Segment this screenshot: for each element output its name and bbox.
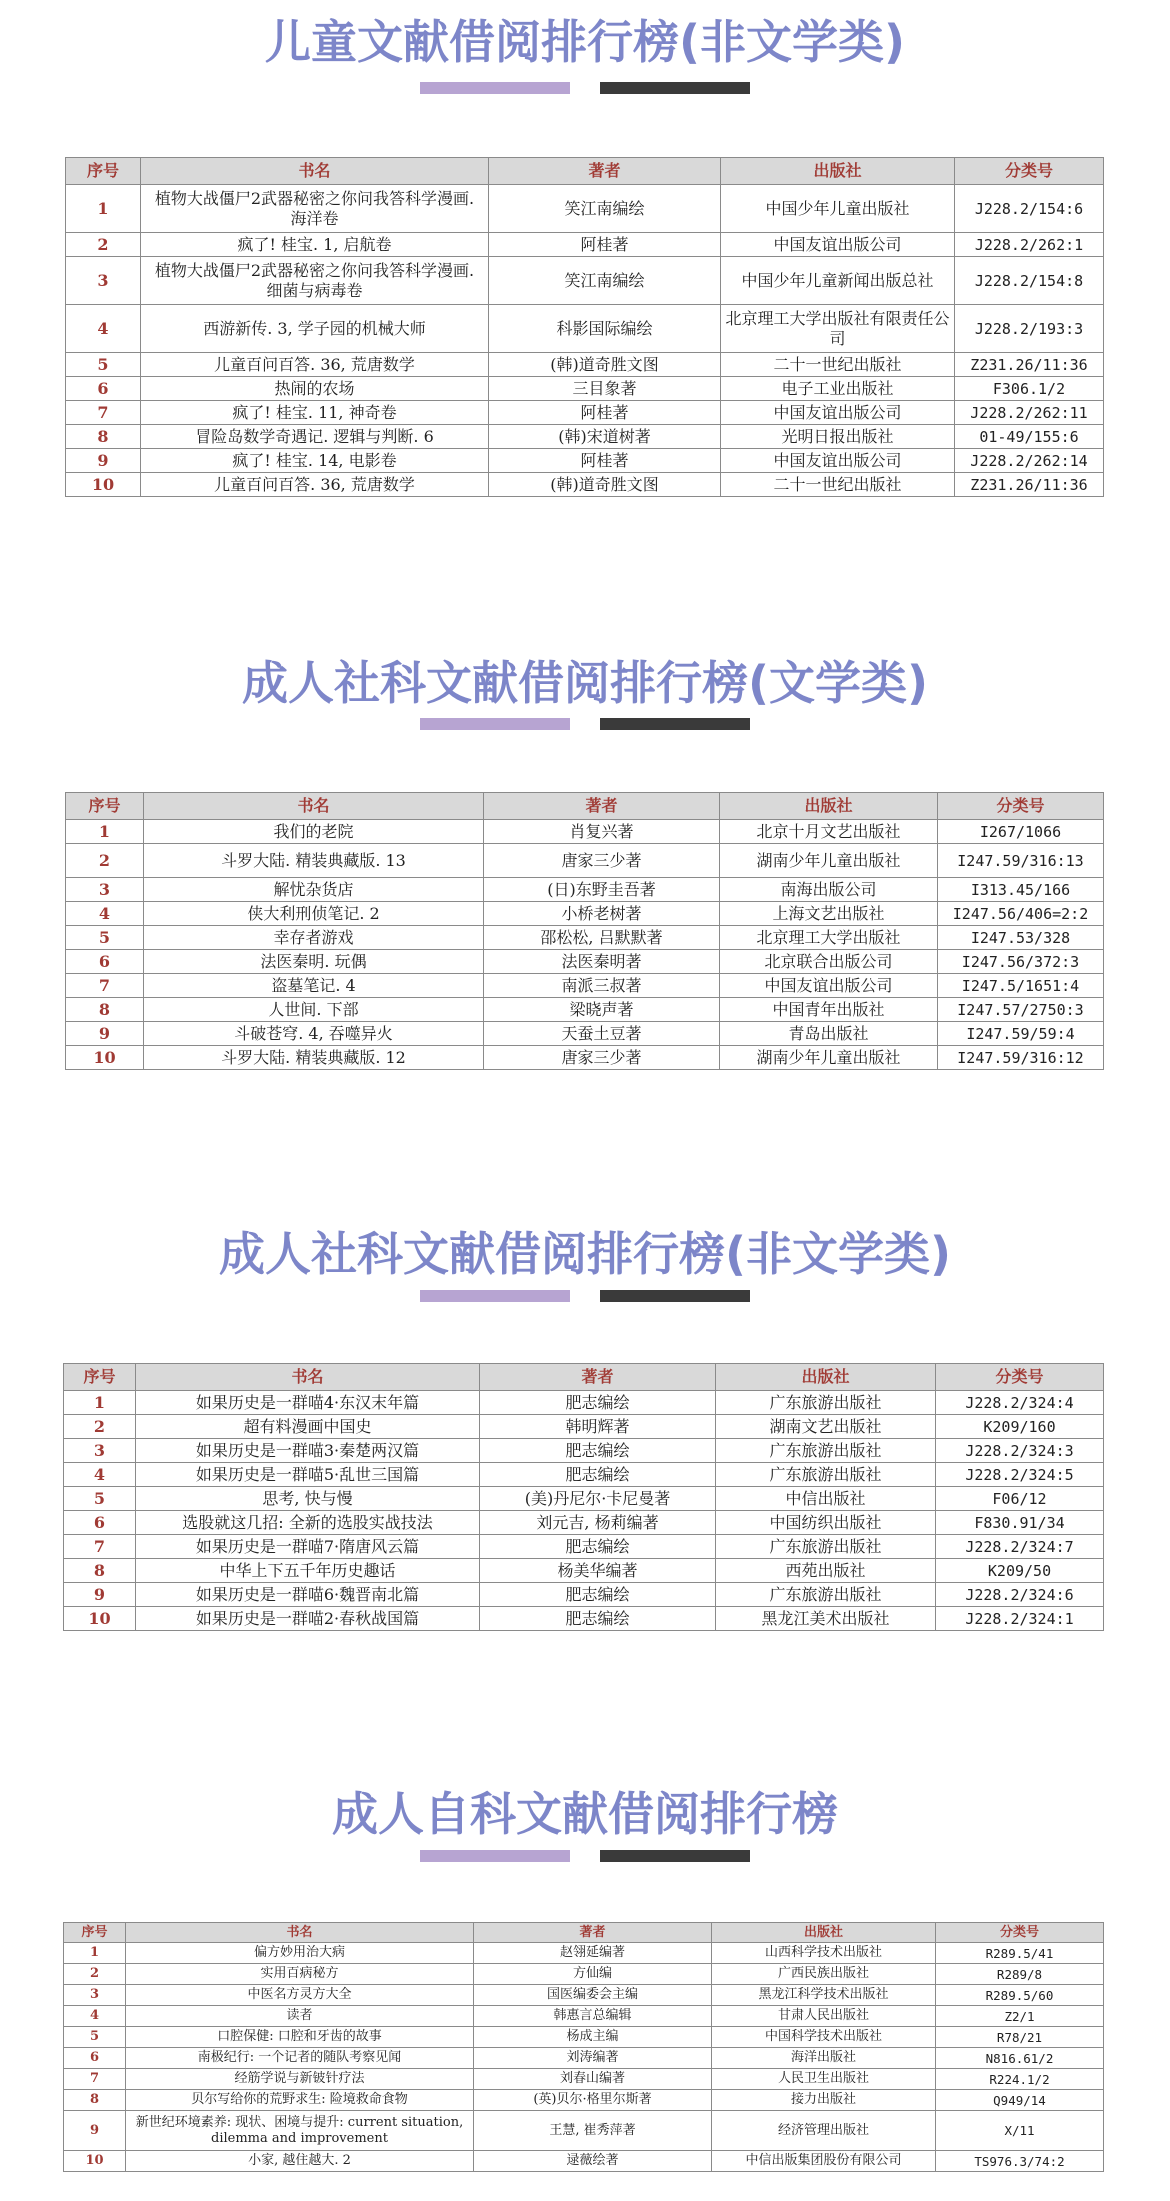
cell-book-title: 南极纪行: 一个记者的随队考察见闻 [126, 2048, 474, 2069]
cell-publisher: 接力出版社 [712, 2090, 936, 2111]
cell-rank-number: 7 [64, 1535, 136, 1559]
cell-author: 肥志编绘 [480, 1535, 716, 1559]
cell-book-title: 盗墓笔记. 4 [144, 974, 484, 998]
cell-rank-number: 8 [66, 998, 144, 1022]
cell-author: 唐家三少著 [484, 1046, 720, 1070]
table-row [66, 425, 1104, 449]
cell-publisher: 中信出版集团股份有限公司 [712, 2151, 936, 2172]
cell-author: 肥志编绘 [480, 1439, 716, 1463]
cell-author: 杨成主编 [474, 2027, 712, 2048]
cell-publisher: 湖南文艺出版社 [716, 1415, 936, 1439]
column-header-rank-number: 序号 [66, 158, 141, 185]
cell-book-title: 幸存者游戏 [144, 926, 484, 950]
cell-call-number: Z231.26/11:36 [955, 353, 1104, 377]
cell-call-number: F06/12 [936, 1487, 1104, 1511]
cell-publisher: 北京理工大学出版社 [720, 926, 938, 950]
column-header-rank-number: 序号 [66, 793, 144, 820]
cell-rank-number: 9 [64, 2111, 126, 2151]
cell-author: 三目象著 [489, 377, 721, 401]
column-header-author: 著者 [489, 158, 721, 185]
cell-call-number: I247.53/328 [938, 926, 1104, 950]
table-row [66, 844, 1104, 878]
cell-book-title: 侠大利刑侦笔记. 2 [144, 902, 484, 926]
cell-call-number: I247.59/316:13 [938, 844, 1104, 878]
title-underline-dark [600, 1290, 750, 1302]
table-row [66, 377, 1104, 401]
cell-author: (韩)道奇胜文图 [489, 353, 721, 377]
ranking-table-adult-science [63, 1922, 1104, 2172]
cell-call-number: I247.56/372:3 [938, 950, 1104, 974]
cell-call-number: J228.2/324:5 [936, 1463, 1104, 1487]
column-header-book-title: 书名 [136, 1364, 480, 1391]
column-header-rank-number: 序号 [64, 1923, 126, 1943]
cell-publisher: 黑龙江科学技术出版社 [712, 1985, 936, 2006]
cell-call-number: I247.57/2750:3 [938, 998, 1104, 1022]
cell-call-number: J228.2/324:4 [936, 1391, 1104, 1415]
cell-author: 方仙编 [474, 1964, 712, 1985]
table-row [66, 902, 1104, 926]
cell-rank-number: 9 [64, 1583, 136, 1607]
cell-rank-number: 2 [66, 233, 141, 257]
cell-publisher: 电子工业出版社 [721, 377, 955, 401]
cell-call-number: R289.5/41 [936, 1943, 1104, 1964]
column-header-book-title: 书名 [126, 1923, 474, 1943]
cell-book-title: 实用百病秘方 [126, 1964, 474, 1985]
table-row [64, 2006, 1104, 2027]
cell-rank-number: 3 [64, 1985, 126, 2006]
cell-author: 刘涛编著 [474, 2048, 712, 2069]
cell-rank-number: 8 [64, 2090, 126, 2111]
cell-book-title: 经筋学说与新铍针疗法 [126, 2069, 474, 2090]
cell-rank-number: 6 [66, 950, 144, 974]
title-underline-lilac [420, 1850, 570, 1862]
cell-publisher: 甘肃人民出版社 [712, 2006, 936, 2027]
cell-rank-number: 7 [66, 401, 141, 425]
table-row [64, 1607, 1104, 1631]
cell-rank-number: 5 [64, 2027, 126, 2048]
cell-rank-number: 2 [64, 1964, 126, 1985]
cell-call-number: I267/1066 [938, 820, 1104, 844]
cell-publisher: 湖南少年儿童出版社 [720, 1046, 938, 1070]
cell-publisher: 中国少年儿童新闻出版总社 [721, 257, 955, 305]
cell-book-title: 小家, 越住越大. 2 [126, 2151, 474, 2172]
table-row [64, 2151, 1104, 2172]
cell-book-title: 斗破苍穹. 4, 吞噬异火 [144, 1022, 484, 1046]
cell-author: 杨美华编著 [480, 1559, 716, 1583]
cell-publisher: 湖南少年儿童出版社 [720, 844, 938, 878]
cell-call-number: Z231.26/11:36 [955, 473, 1104, 497]
table-row [64, 1487, 1104, 1511]
cell-rank-number: 8 [64, 1559, 136, 1583]
cell-book-title: 人世间. 下部 [144, 998, 484, 1022]
cell-author: 刘元吉, 杨莉编著 [480, 1511, 716, 1535]
cell-book-title: 法医秦明. 玩偶 [144, 950, 484, 974]
cell-rank-number: 3 [66, 878, 144, 902]
title-underline-lilac [420, 1290, 570, 1302]
cell-call-number: J228.2/262:1 [955, 233, 1104, 257]
cell-book-title: 口腔保健: 口腔和牙齿的故事 [126, 2027, 474, 2048]
table-row [66, 950, 1104, 974]
cell-author: 韩明辉著 [480, 1415, 716, 1439]
cell-author: 肥志编绘 [480, 1391, 716, 1415]
table-row [66, 998, 1104, 1022]
title-underline-lilac [420, 718, 570, 730]
cell-rank-number: 3 [66, 257, 141, 305]
table-row [64, 1511, 1104, 1535]
table-row [66, 185, 1104, 233]
table-row [64, 1463, 1104, 1487]
cell-publisher: 广东旅游出版社 [716, 1391, 936, 1415]
table-header-row [66, 793, 1104, 820]
cell-publisher: 二十一世纪出版社 [721, 473, 955, 497]
section-3-title: 成人社科文献借阅排行榜(非文学类) [218, 1227, 952, 1281]
cell-publisher: 中国少年儿童出版社 [721, 185, 955, 233]
cell-author: 肥志编绘 [480, 1583, 716, 1607]
cell-publisher: 中国友谊出版公司 [720, 974, 938, 998]
table-row [66, 926, 1104, 950]
cell-rank-number: 1 [66, 185, 141, 233]
column-header-call-number: 分类号 [936, 1364, 1104, 1391]
cell-publisher: 南海出版公司 [720, 878, 938, 902]
table-header-row [66, 158, 1104, 185]
column-header-author: 著者 [474, 1923, 712, 1943]
cell-book-title: 儿童百问百答. 36, 荒唐数学 [141, 353, 489, 377]
title-underline-lilac [420, 82, 570, 94]
cell-publisher: 中信出版社 [716, 1487, 936, 1511]
cell-rank-number: 3 [64, 1439, 136, 1463]
table-row [66, 257, 1104, 305]
cell-publisher: 西苑出版社 [716, 1559, 936, 1583]
table-row [64, 1985, 1104, 2006]
cell-call-number: I247.56/406=2:2 [938, 902, 1104, 926]
cell-publisher: 广东旅游出版社 [716, 1535, 936, 1559]
table-row [64, 1415, 1104, 1439]
cell-rank-number: 4 [64, 1463, 136, 1487]
cell-call-number: Z2/1 [936, 2006, 1104, 2027]
table-header-row [64, 1364, 1104, 1391]
cell-publisher: 广东旅游出版社 [716, 1439, 936, 1463]
ranking-table-adult-social-nonliterature [63, 1363, 1104, 1631]
table-row [66, 1046, 1104, 1070]
table-row [64, 1964, 1104, 1985]
cell-book-title: 疯了! 桂宝. 1, 启航卷 [141, 233, 489, 257]
cell-rank-number: 1 [64, 1391, 136, 1415]
cell-book-title: 疯了! 桂宝. 14, 电影卷 [141, 449, 489, 473]
table-row [64, 1583, 1104, 1607]
section-2-title: 成人社科文献借阅排行榜(文学类) [241, 656, 929, 710]
table-row [66, 820, 1104, 844]
cell-call-number: J228.2/262:14 [955, 449, 1104, 473]
cell-publisher: 中国纺织出版社 [716, 1511, 936, 1535]
cell-author: 逯薇绘著 [474, 2151, 712, 2172]
cell-call-number: I247.59/316:12 [938, 1046, 1104, 1070]
table-row [66, 1022, 1104, 1046]
cell-book-title: 如果历史是一群喵6·魏晋南北篇 [136, 1583, 480, 1607]
cell-book-title: 思考, 快与慢 [136, 1487, 480, 1511]
cell-book-title: 偏方妙用治大病 [126, 1943, 474, 1964]
table-row [64, 1535, 1104, 1559]
column-header-book-title: 书名 [141, 158, 489, 185]
cell-call-number: K209/160 [936, 1415, 1104, 1439]
cell-rank-number: 5 [64, 1487, 136, 1511]
cell-publisher: 广西民族出版社 [712, 1964, 936, 1985]
column-header-author: 著者 [480, 1364, 716, 1391]
cell-call-number: J228.2/154:8 [955, 257, 1104, 305]
cell-call-number: I247.5/1651:4 [938, 974, 1104, 998]
cell-book-title: 如果历史是一群喵4·东汉末年篇 [136, 1391, 480, 1415]
table-row [66, 974, 1104, 998]
cell-author: 赵翎延编著 [474, 1943, 712, 1964]
column-header-publisher: 出版社 [720, 793, 938, 820]
cell-call-number: R224.1/2 [936, 2069, 1104, 2090]
cell-rank-number: 1 [64, 1943, 126, 1964]
cell-rank-number: 6 [66, 377, 141, 401]
cell-rank-number: 7 [64, 2069, 126, 2090]
cell-call-number: K209/50 [936, 1559, 1104, 1583]
column-header-author: 著者 [484, 793, 720, 820]
cell-author: 韩惠言总编辑 [474, 2006, 712, 2027]
column-header-call-number: 分类号 [936, 1923, 1104, 1943]
cell-rank-number: 10 [64, 1607, 136, 1631]
table-header-row [64, 1923, 1104, 1943]
cell-author: (韩)宋道树著 [489, 425, 721, 449]
cell-publisher: 人民卫生出版社 [712, 2069, 936, 2090]
cell-call-number: Q949/14 [936, 2090, 1104, 2111]
column-header-call-number: 分类号 [955, 158, 1104, 185]
cell-author: 笑江南编绘 [489, 185, 721, 233]
section-1-title: 儿童文献借阅排行榜(非文学类) [264, 15, 906, 69]
cell-call-number: I313.45/166 [938, 878, 1104, 902]
cell-publisher: 二十一世纪出版社 [721, 353, 955, 377]
cell-book-title: 如果历史是一群喵5·乱世三国篇 [136, 1463, 480, 1487]
table-row [66, 878, 1104, 902]
table-row [64, 2111, 1104, 2151]
cell-call-number: J228.2/324:6 [936, 1583, 1104, 1607]
column-header-publisher: 出版社 [721, 158, 955, 185]
cell-book-title: 植物大战僵尸2武器秘密之你问我答科学漫画. 海洋卷 [141, 185, 489, 233]
cell-call-number: R78/21 [936, 2027, 1104, 2048]
cell-call-number: R289.5/60 [936, 1985, 1104, 2006]
cell-call-number: 01-49/155:6 [955, 425, 1104, 449]
cell-call-number: J228.2/193:3 [955, 305, 1104, 353]
cell-publisher: 中国科学技术出版社 [712, 2027, 936, 2048]
table-row [64, 2027, 1104, 2048]
cell-author: 南派三叔著 [484, 974, 720, 998]
title-underline-dark [600, 82, 750, 94]
table-row [66, 473, 1104, 497]
cell-book-title: 新世纪环境素养: 现状、困境与提升: current situation, dilemma and improvement [126, 2111, 474, 2151]
cell-publisher: 经济管理出版社 [712, 2111, 936, 2151]
cell-author: 邵松松, 吕默默著 [484, 926, 720, 950]
cell-author: 阿桂著 [489, 449, 721, 473]
ranking-table-children-nonliterature [65, 157, 1104, 497]
cell-author: 梁晓声著 [484, 998, 720, 1022]
cell-call-number: F830.91/34 [936, 1511, 1104, 1535]
cell-call-number: J228.2/262:11 [955, 401, 1104, 425]
cell-rank-number: 9 [66, 1022, 144, 1046]
table-row [64, 1559, 1104, 1583]
cell-call-number: X/11 [936, 2111, 1104, 2151]
cell-book-title: 热闹的农场 [141, 377, 489, 401]
table-row [64, 1391, 1104, 1415]
cell-rank-number: 10 [66, 1046, 144, 1070]
cell-call-number: J228.2/324:1 [936, 1607, 1104, 1631]
title-underline-dark [600, 718, 750, 730]
cell-book-title: 如果历史是一群喵7·隋唐风云篇 [136, 1535, 480, 1559]
cell-call-number: TS976.3/74:2 [936, 2151, 1104, 2172]
cell-publisher: 青岛出版社 [720, 1022, 938, 1046]
cell-publisher: 北京联合出版公司 [720, 950, 938, 974]
cell-rank-number: 5 [66, 353, 141, 377]
cell-author: (韩)道奇胜文图 [489, 473, 721, 497]
ranking-table-adult-social-literature [65, 792, 1104, 1070]
cell-book-title: 植物大战僵尸2武器秘密之你问我答科学漫画. 细菌与病毒卷 [141, 257, 489, 305]
cell-rank-number: 7 [66, 974, 144, 998]
cell-author: 阿桂著 [489, 233, 721, 257]
cell-author: (日)东野圭吾著 [484, 878, 720, 902]
cell-book-title: 选股就这几招: 全新的选股实战技法 [136, 1511, 480, 1535]
cell-book-title: 冒险岛数学奇遇记. 逻辑与判断. 6 [141, 425, 489, 449]
cell-publisher: 黑龙江美术出版社 [716, 1607, 936, 1631]
table-row [64, 1439, 1104, 1463]
cell-call-number: F306.1/2 [955, 377, 1104, 401]
cell-call-number: J228.2/324:3 [936, 1439, 1104, 1463]
cell-author: 唐家三少著 [484, 844, 720, 878]
cell-book-title: 如果历史是一群喵3·秦楚两汉篇 [136, 1439, 480, 1463]
cell-call-number: N816.61/2 [936, 2048, 1104, 2069]
cell-rank-number: 4 [66, 305, 141, 353]
cell-rank-number: 6 [64, 2048, 126, 2069]
cell-author: 肖复兴著 [484, 820, 720, 844]
cell-book-title: 儿童百问百答. 36, 荒唐数学 [141, 473, 489, 497]
cell-book-title: 我们的老院 [144, 820, 484, 844]
cell-book-title: 斗罗大陆. 精装典藏版. 13 [144, 844, 484, 878]
cell-rank-number: 10 [64, 2151, 126, 2172]
cell-book-title: 超有料漫画中国史 [136, 1415, 480, 1439]
cell-book-title: 斗罗大陆. 精装典藏版. 12 [144, 1046, 484, 1070]
table-row [64, 1943, 1104, 1964]
cell-rank-number: 9 [66, 449, 141, 473]
cell-author: 肥志编绘 [480, 1607, 716, 1631]
cell-rank-number: 4 [66, 902, 144, 926]
cell-author: 笑江南编绘 [489, 257, 721, 305]
cell-author: 天蚕土豆著 [484, 1022, 720, 1046]
cell-publisher: 中国友谊出版公司 [721, 401, 955, 425]
cell-book-title: 中华上下五千年历史趣话 [136, 1559, 480, 1583]
column-header-publisher: 出版社 [712, 1923, 936, 1943]
column-header-book-title: 书名 [144, 793, 484, 820]
cell-call-number: J228.2/324:7 [936, 1535, 1104, 1559]
cell-publisher: 北京十月文艺出版社 [720, 820, 938, 844]
table-row [66, 233, 1104, 257]
section-4-title: 成人自科文献借阅排行榜 [332, 1787, 838, 1841]
cell-author: 科影国际编绘 [489, 305, 721, 353]
cell-publisher: 上海文艺出版社 [720, 902, 938, 926]
column-header-call-number: 分类号 [938, 793, 1104, 820]
table-row [66, 353, 1104, 377]
cell-author: 阿桂著 [489, 401, 721, 425]
cell-book-title: 读者 [126, 2006, 474, 2027]
cell-book-title: 疯了! 桂宝. 11, 神奇卷 [141, 401, 489, 425]
cell-rank-number: 5 [66, 926, 144, 950]
cell-publisher: 海洋出版社 [712, 2048, 936, 2069]
cell-call-number: J228.2/154:6 [955, 185, 1104, 233]
table-row [64, 2090, 1104, 2111]
cell-author: 法医秦明著 [484, 950, 720, 974]
cell-author: (英)贝尔·格里尔斯著 [474, 2090, 712, 2111]
cell-publisher: 广东旅游出版社 [716, 1583, 936, 1607]
title-underline-dark [600, 1850, 750, 1862]
cell-book-title: 贝尔写给你的荒野求生: 险境救命食物 [126, 2090, 474, 2111]
column-header-publisher: 出版社 [716, 1364, 936, 1391]
cell-author: 肥志编绘 [480, 1463, 716, 1487]
cell-rank-number: 10 [66, 473, 141, 497]
cell-publisher: 光明日报出版社 [721, 425, 955, 449]
cell-rank-number: 2 [64, 1415, 136, 1439]
cell-publisher: 中国友谊出版公司 [721, 449, 955, 473]
column-header-rank-number: 序号 [64, 1364, 136, 1391]
cell-call-number: I247.59/59:4 [938, 1022, 1104, 1046]
cell-rank-number: 6 [64, 1511, 136, 1535]
cell-publisher: 广东旅游出版社 [716, 1463, 936, 1487]
cell-book-title: 解忧杂货店 [144, 878, 484, 902]
cell-publisher: 山西科学技术出版社 [712, 1943, 936, 1964]
cell-publisher: 中国青年出版社 [720, 998, 938, 1022]
cell-rank-number: 4 [64, 2006, 126, 2027]
cell-rank-number: 1 [66, 820, 144, 844]
cell-author: 小桥老树著 [484, 902, 720, 926]
cell-rank-number: 2 [66, 844, 144, 878]
table-row [64, 2069, 1104, 2090]
cell-book-title: 中医名方灵方大全 [126, 1985, 474, 2006]
table-row [64, 2048, 1104, 2069]
table-row [66, 401, 1104, 425]
cell-book-title: 西游新传. 3, 学子园的机械大师 [141, 305, 489, 353]
cell-author: 刘春山编著 [474, 2069, 712, 2090]
cell-publisher: 中国友谊出版公司 [721, 233, 955, 257]
cell-author: 王慧, 崔秀萍著 [474, 2111, 712, 2151]
cell-author: 国医编委会主编 [474, 1985, 712, 2006]
cell-author: (美)丹尼尔·卡尼曼著 [480, 1487, 716, 1511]
cell-publisher: 北京理工大学出版社有限责任公司 [721, 305, 955, 353]
table-row [66, 449, 1104, 473]
cell-book-title: 如果历史是一群喵2·春秋战国篇 [136, 1607, 480, 1631]
cell-rank-number: 8 [66, 425, 141, 449]
table-row [66, 305, 1104, 353]
cell-call-number: R289/8 [936, 1964, 1104, 1985]
